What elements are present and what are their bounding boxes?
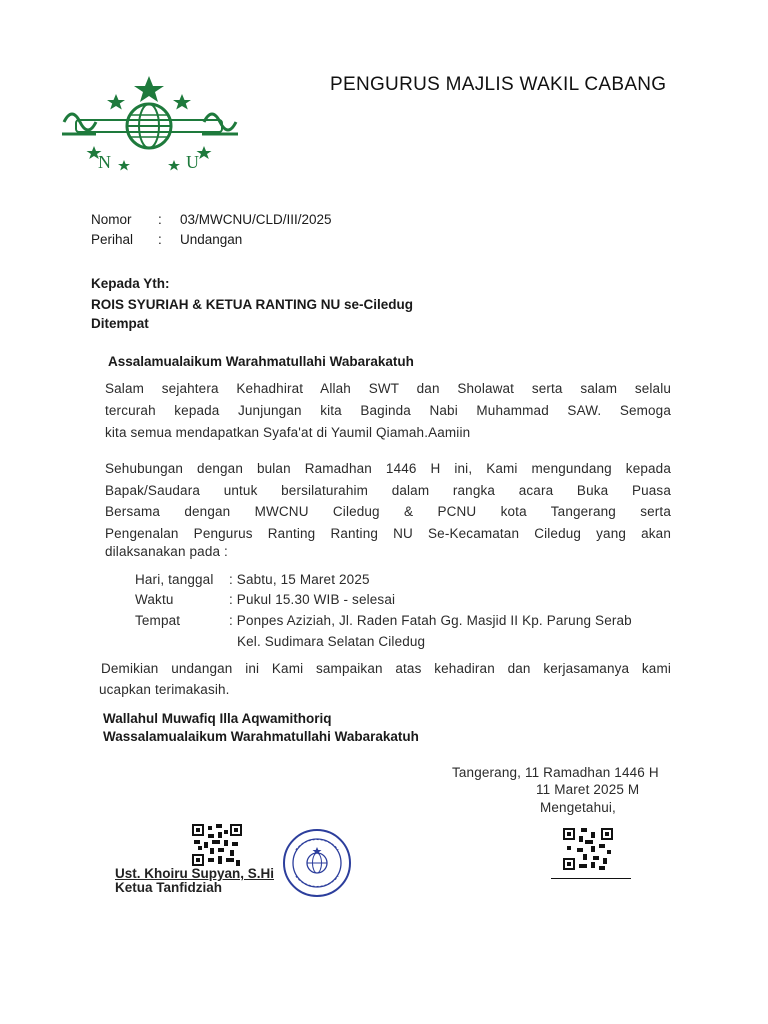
event-time-label: Waktu (135, 592, 174, 607)
nomor-value: 03/MWCNU/CLD/III/2025 (180, 212, 332, 227)
closing-line: ucapkan terimakasih. (99, 682, 230, 697)
paragraph2-line: dilaksanakan pada : (105, 544, 228, 559)
event-venue-value-line2: Kel. Sudimara Selatan Ciledug (237, 634, 426, 649)
signatory-title: Ketua Tanfidziah (115, 880, 223, 895)
letterhead-title: PENGURUS MAJLIS WAKIL CABANG (330, 74, 667, 95)
perihal-value: Undangan (180, 232, 243, 247)
perihal-label: Perihal (91, 232, 134, 247)
paragraph1-line: kita semua mendapatkan Syafa'at di Yaumil Qiamah.Aamiin (105, 425, 471, 440)
event-venue-label: Tempat (135, 613, 181, 628)
place-date-line: Tangerang, 11 Ramadhan 1446 H (452, 765, 659, 780)
organization-stamp (282, 828, 352, 898)
paragraph2-line: Pengenalan Pengurus Ranting Ranting NU Se-Kecamatan Ciledug yang akan (105, 526, 671, 541)
event-date-value: : Sabtu, 15 Maret 2025 (229, 572, 370, 587)
paragraph1-line: Salam sejahtera Kehadhirat Allah SWT dan Sholawat serta salam selalu (105, 381, 671, 396)
closing-salam: Wallahul Muwafiq Illa Aqwamithoriq (103, 711, 332, 726)
signature-qr-code (192, 824, 242, 866)
perihal-separator: : (158, 232, 162, 247)
acknowledgement-qr-code (563, 828, 613, 870)
event-venue-value: : Ponpes Aziziah, Jl. Raden Fatah Gg. Masjid II Kp. Parung Serab (229, 613, 632, 628)
nu-logo (54, 72, 244, 182)
closing-line: Demikian undangan ini Kami sampaikan atas kehadiran dan kerjasamanya kami (101, 661, 671, 676)
opening-greeting: Assalamualaikum Warahmatullahi Wabarakatuh (108, 354, 414, 369)
recipient-salutation: Kepada Yth: (91, 276, 170, 291)
svg-text:U: U (186, 152, 199, 172)
recipient-name: ROIS SYURIAH & KETUA RANTING NU se-Ciledug (91, 297, 414, 312)
paragraph1-line: tercurah kepada Junjungan kita Baginda Nabi Muhammad SAW. Semoga (105, 403, 671, 418)
event-date-label: Hari, tanggal (135, 572, 214, 587)
paragraph2-line: Sehubungan dengan bulan Ramadhan 1446 H ini, Kami mengundang kepada (105, 461, 671, 476)
paragraph2-line: Bersama dengan MWCNU Ciledug & PCNU kota Tangerang serta (105, 504, 671, 519)
closing-salam: Wassalamualaikum Warahmatullahi Wabarakatuh (103, 729, 419, 744)
paragraph2-line: Bapak/Saudara untuk bersilaturahim dalam rangka acara Buka Puasa (105, 483, 671, 498)
signature-line (551, 878, 631, 879)
svg-text:N: N (98, 152, 111, 172)
event-time-value: : Pukul 15.30 WIB - selesai (229, 592, 396, 607)
nomor-separator: : (158, 212, 162, 227)
signatory-name: Ust. Khoiru Supyan, S.Hi (115, 866, 275, 881)
place-date-line: 11 Maret 2025 M (536, 782, 640, 797)
nomor-label: Nomor (91, 212, 132, 227)
recipient-place: Ditempat (91, 316, 149, 331)
acknowledged-label: Mengetahui, (540, 800, 616, 815)
